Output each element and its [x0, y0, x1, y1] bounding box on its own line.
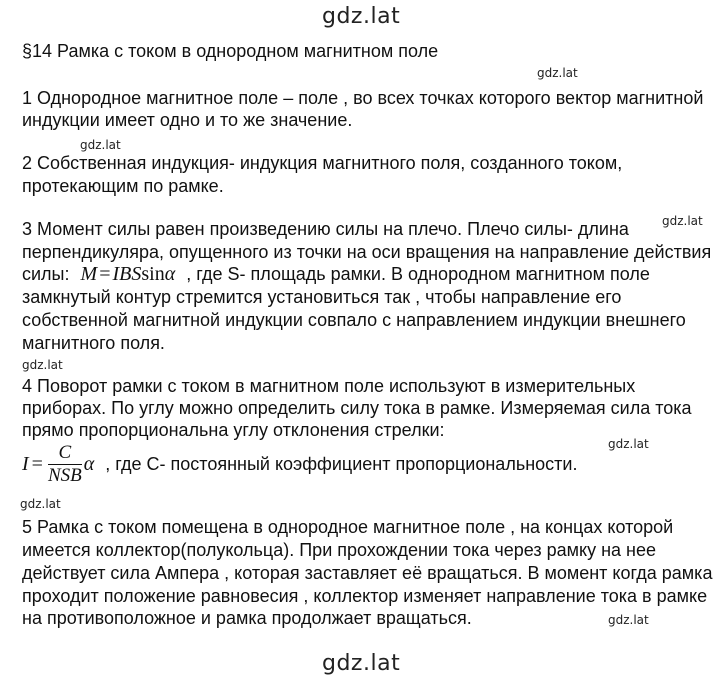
- paragraph-1-line: 1 Однородное магнитное поле – поле , во всех точках которого вектор магнитной: [22, 88, 704, 108]
- fraction-denominator: NSB: [47, 465, 82, 486]
- formula-symbol: =: [99, 263, 111, 285]
- watermark: gdz.lat: [537, 66, 578, 80]
- paragraph-5-line: проходит положение равновесия , коллектор изменяет направление тока в рамке: [22, 586, 708, 606]
- paragraph-5-line: действует сила Ампера , которая заставляет её вращаться. В момент когда рамка: [22, 563, 713, 583]
- formula-symbol: IBS: [112, 263, 142, 285]
- watermark: gdz.lat: [80, 138, 121, 152]
- paragraph-3-line: 3 Момент силы равен произведению силы на плечо. Плечо силы- длина: [22, 219, 629, 239]
- formula-symbol: α: [83, 453, 95, 475]
- paragraph-5-line: на противоположное и рамка продолжает вращаться.: [22, 608, 472, 628]
- text: , где S- площадь рамки. В однородном магнитном поле: [186, 264, 650, 284]
- paragraph-3-line: собственной магнитной индукции совпало с направлением индукции внешнего: [22, 310, 686, 330]
- paragraph-4-line: 4 Поворот рамки с током в магнитном поле используют в измерительных: [22, 376, 636, 396]
- watermark: gdz.lat: [608, 437, 649, 451]
- formula-symbol: =: [31, 453, 43, 475]
- section-heading: §14 Рамка с током в однородном магнитном поле: [22, 41, 439, 61]
- paragraph-2-line: 2 Собственная индукция- индукция магнитного поля, созданного током,: [22, 153, 623, 173]
- current-formula: [22, 442, 94, 487]
- watermark: gdz.lat: [662, 214, 703, 228]
- formula-fraction: [48, 442, 82, 487]
- torque-formula: [81, 264, 181, 284]
- paragraph-5-line: 5 Рамка с током помещена в однородное магнитное поле , на концах которой: [22, 517, 674, 537]
- watermark: gdz.lat: [22, 358, 63, 372]
- formula-symbol: sin: [141, 263, 165, 285]
- paragraph-1-line: индукции имеет одно и то же значение.: [22, 110, 353, 130]
- formula-symbol: α: [164, 263, 176, 285]
- formula-symbol: M: [80, 263, 98, 285]
- watermark-bottom: gdz.lat: [322, 651, 401, 676]
- watermark-top: gdz.lat: [322, 4, 401, 29]
- watermark: gdz.lat: [20, 497, 61, 511]
- paragraph-3-line: магнитного поля.: [22, 333, 165, 353]
- paragraph-5-line: имеется коллектор(полукольца). При прохождении тока через рамку на нее: [22, 540, 657, 560]
- paragraph-2-line: протекающим по рамке.: [22, 176, 224, 196]
- text: , где С- постоянный коэффициент пропорциональности.: [105, 454, 578, 474]
- text: силы:: [22, 264, 70, 284]
- watermark: gdz.lat: [608, 613, 649, 627]
- paragraph-4-formula-line: [22, 442, 577, 487]
- paragraph-4-line: прямо пропорциональна углу отклонения стрелки:: [22, 420, 445, 440]
- fraction-numerator: C: [48, 442, 82, 465]
- paragraph-3-line: перпендикуляра, опущенного из точки на оси вращения на направление действия: [22, 242, 712, 262]
- paragraph-3-formula-line: [22, 263, 650, 285]
- paragraph-4-line: приборах. По углу можно определить силу тока в рамке. Измеряемая сила тока: [22, 398, 692, 418]
- paragraph-3-line: замкнутый контур стремится установиться так , чтобы направление его: [22, 287, 622, 307]
- formula-symbol: I: [22, 453, 29, 475]
